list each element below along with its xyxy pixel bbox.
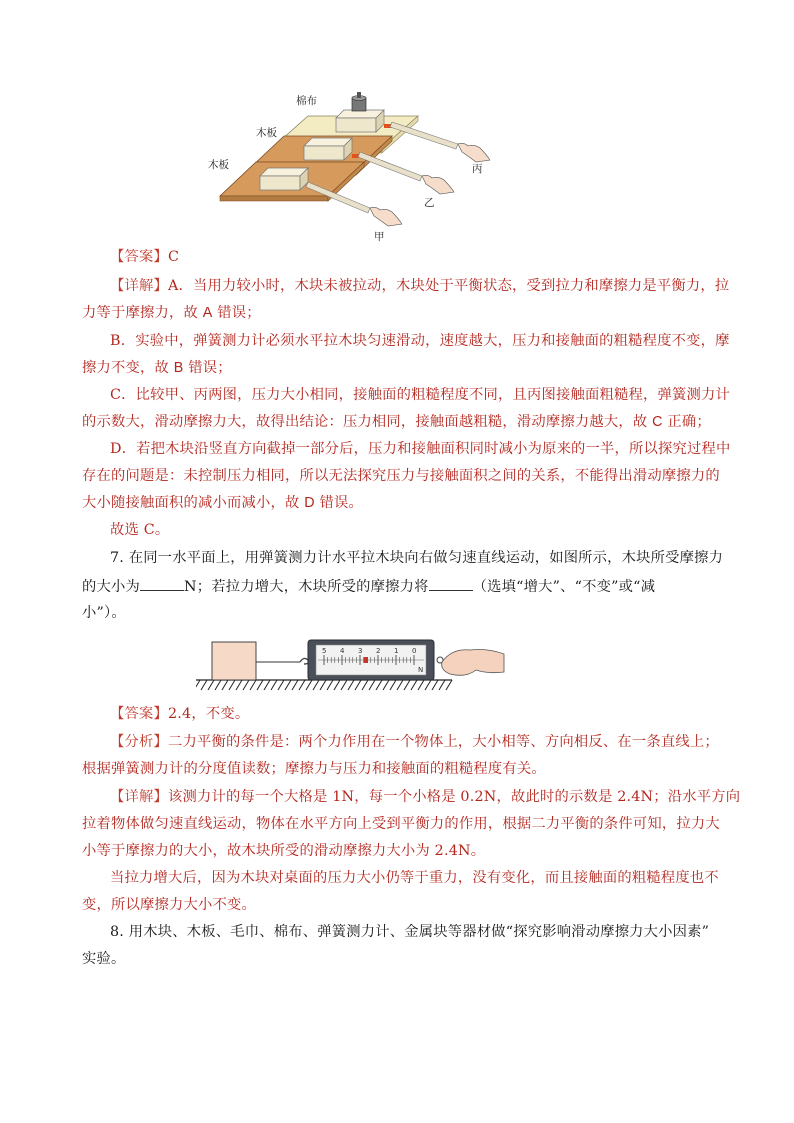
ground-hatch bbox=[271, 680, 277, 690]
scale-number-3: 3 bbox=[358, 647, 363, 655]
answer-value: C bbox=[168, 249, 180, 265]
ground-hatch bbox=[236, 680, 242, 690]
ground-hatch bbox=[257, 680, 263, 690]
ground-hatch bbox=[362, 680, 368, 690]
ground-hatch bbox=[285, 680, 291, 690]
ground-hatch bbox=[334, 680, 340, 690]
block-bing bbox=[336, 110, 384, 132]
ground-hatch bbox=[292, 680, 298, 690]
ground-hatch bbox=[383, 680, 389, 690]
detail-tag: 【详解】 bbox=[110, 789, 168, 805]
ground-hatch bbox=[439, 680, 445, 690]
ground-hatch bbox=[250, 680, 256, 690]
ground-hatch bbox=[313, 680, 319, 690]
ground-hatch bbox=[432, 680, 438, 690]
scale-unit: N bbox=[418, 666, 424, 674]
hand bbox=[442, 650, 504, 676]
ground-hatch bbox=[369, 680, 375, 690]
answer-7 bbox=[110, 704, 740, 724]
answer-tag: 【答案】 bbox=[110, 249, 168, 265]
ground-hatch bbox=[397, 680, 403, 690]
wooden-block bbox=[212, 642, 256, 680]
ground-hatch bbox=[208, 680, 214, 690]
ground-hatch bbox=[299, 680, 305, 690]
block-yi bbox=[304, 138, 352, 160]
block-jia bbox=[260, 168, 308, 190]
question-7-line1: 7. 在同一水平面上，用弹簧测力计水平拉木块向右做匀速直线运动，如图所示，木块所受摩擦力 bbox=[110, 550, 724, 566]
detail-6-d-line2: 存在的问题是：未控制压力相同，所以无法探究压力与接触面积之间的关系，不能得出滑动摩擦力的 bbox=[82, 468, 720, 484]
scale-number-5: 5 bbox=[322, 647, 327, 655]
scale-number-1: 1 bbox=[394, 647, 399, 655]
ground-hatch bbox=[243, 680, 249, 690]
ground bbox=[196, 680, 452, 690]
weight bbox=[352, 92, 366, 111]
ground-hatch bbox=[320, 680, 326, 690]
question-7-line2: 的大小为 N；若拉力增大，木块所受的摩擦力将 （选填“增大”、“不变”或“减 bbox=[82, 576, 712, 597]
analysis-tag: 【分析】 bbox=[110, 734, 168, 750]
ground-hatch bbox=[306, 680, 312, 690]
spring-scale bbox=[300, 640, 443, 680]
ground-hatch bbox=[229, 680, 235, 690]
ground-hatch bbox=[411, 680, 417, 690]
scale-number-4: 4 bbox=[340, 647, 345, 655]
detail-6-b-line2: 擦力不变，故 B 错误； bbox=[82, 360, 232, 376]
answer-6 bbox=[110, 247, 740, 267]
analysis-7-line1: 【分析】二力平衡的条件是：两个力作用在一个物体上，大小相等、方向相反、在一条直线上； bbox=[110, 734, 719, 750]
ground-hatch bbox=[425, 680, 431, 690]
label-yi: 乙 bbox=[424, 197, 435, 209]
answer-tag: 【答案】 bbox=[110, 706, 168, 722]
spring-scale-figure bbox=[196, 632, 506, 694]
detail-6-c-line2: 的示数大，滑动摩擦力大，故得出结论：压力相同，接触面越粗糙，滑动摩擦力越大，故 C 正确； bbox=[82, 414, 711, 430]
ground-hatch bbox=[390, 680, 396, 690]
detail-6-b-line1: B．实验中，弹簧测力计必须水平拉木块匀速滑动，速度越大，压力和接触面的粗糙程度不变，摩 bbox=[110, 333, 730, 349]
detail-7-para2-line1: 当拉力增大后，因为木块对桌面的压力大小仍等于重力，没有变化，而且接触面的粗糙程度也不 bbox=[110, 870, 719, 886]
ground-hatch bbox=[215, 680, 221, 690]
hand-bing bbox=[458, 143, 490, 162]
label-cotton: 棉布 bbox=[296, 95, 317, 107]
ground-hatch bbox=[201, 680, 207, 690]
answer-value: 2.4，不变。 bbox=[168, 706, 250, 722]
analysis-7-line2: 根据弹簧测力计的分度值读数；摩擦力与压力和接触面的粗糙程度有关。 bbox=[82, 761, 546, 777]
detail-6-conclusion: 故选 C。 bbox=[110, 522, 170, 538]
detail-7-line2: 拉着物体做匀速直线运动，物体在水平方向上受到平衡力的作用，根据二力平衡的条件可知，拉力大 bbox=[82, 816, 720, 832]
label-bing: 丙 bbox=[472, 163, 483, 175]
ground-hatch bbox=[355, 680, 361, 690]
scale-pointer bbox=[364, 657, 368, 663]
label-board-top: 木板 bbox=[256, 127, 277, 139]
detail-tag: 【详解】 bbox=[110, 278, 168, 294]
question-8-line1: 8. 用木块、木板、毛巾、棉布、弹簧测力计、金属块等器材做“探究影响滑动摩擦力大小因素” bbox=[110, 924, 710, 940]
answer-blank-1[interactable] bbox=[140, 576, 184, 591]
hand-yi bbox=[422, 175, 454, 194]
ground-hatch bbox=[327, 680, 333, 690]
detail-7-line1: 【详解】该测力计的每一个大格是 1N，每一个小格是 0.2N，故此时的示数是 2.4N；沿水平方向 bbox=[110, 789, 741, 805]
answer-blank-2[interactable] bbox=[429, 576, 473, 591]
label-jia: 甲 bbox=[374, 231, 385, 243]
ground-hatch bbox=[446, 680, 452, 690]
ground-hatch bbox=[418, 680, 424, 690]
label-board-bottom: 木板 bbox=[208, 159, 229, 171]
spring-scale-yi bbox=[358, 152, 422, 181]
question-8-line2: 实验。 bbox=[82, 951, 126, 967]
detail-7-para2-line2: 变，所以摩擦力大小不变。 bbox=[82, 897, 256, 913]
ground-hatch bbox=[222, 680, 228, 690]
question-7-line3: 小”）。 bbox=[82, 605, 126, 621]
detail-6-a-line2: 力等于摩擦力，故 A 错误； bbox=[82, 305, 261, 321]
ground-hatch bbox=[341, 680, 347, 690]
ground-hatch bbox=[196, 680, 200, 690]
detail-6-c-line1: C．比较甲、丙两图，压力大小相同，接触面的粗糙程度不同，且丙图接触面粗糙程，弹簧测力计 bbox=[110, 387, 731, 403]
scale-number-2: 2 bbox=[376, 647, 381, 655]
ground-hatch bbox=[348, 680, 354, 690]
detail-6-d-line3: 大小随接触面积的减小而减小，故 D 错误。 bbox=[82, 495, 363, 511]
ground-hatch bbox=[278, 680, 284, 690]
detail-7-line3: 小等于摩擦力的大小，故木块所受的滑动摩擦力大小为 2.4N。 bbox=[82, 843, 486, 859]
scale-number-0: 0 bbox=[412, 647, 417, 655]
hand-jia bbox=[370, 207, 402, 226]
detail-6-a-line1: 【详解】A．当用力较小时，木块未被拉动，木块处于平衡状态，受到拉力和摩擦力是平衡力，拉 bbox=[110, 278, 730, 294]
friction-experiment-figure bbox=[200, 88, 500, 248]
ground-hatch bbox=[376, 680, 382, 690]
detail-6-d-line1: D．若把木块沿竖直方向截掉一部分后，压力和接触面积同时减小为原来的一半，所以探究过程中 bbox=[110, 441, 731, 457]
ground-hatch bbox=[404, 680, 410, 690]
ground-hatch bbox=[264, 680, 270, 690]
